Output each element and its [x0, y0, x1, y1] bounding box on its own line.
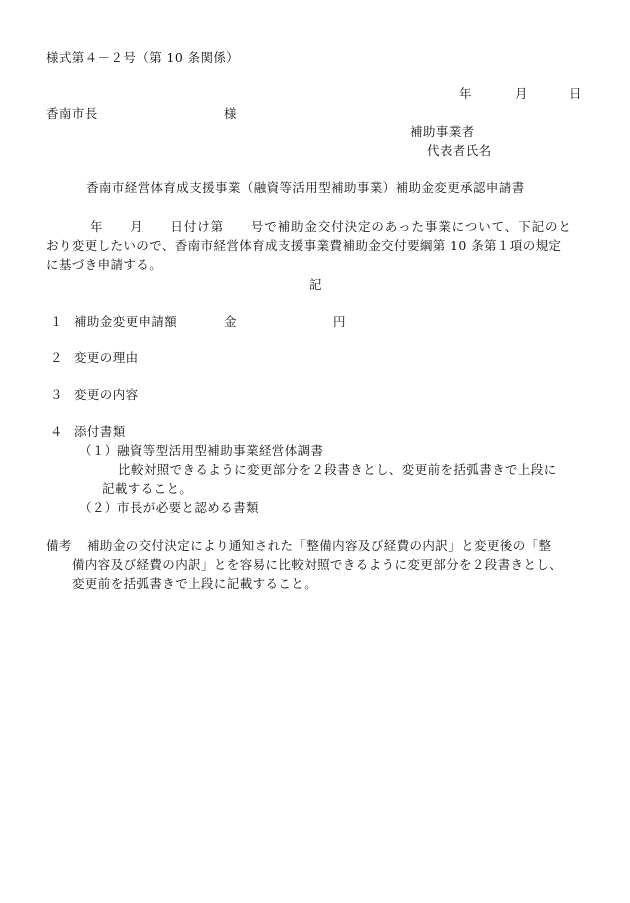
body-line-2: おり変更したいので、香南市経営体育成支援事業費補助金交付要綱第 10 条第１項の規定	[46, 238, 562, 253]
item-4-label: 添付書類	[74, 424, 126, 439]
applicant-representative-label: 代表者氏名	[427, 143, 492, 158]
remarks-line-2: 備内容及び経費の内訳」とを容易に比較対照できるように変更部分を２段書きとし、	[72, 557, 563, 572]
item-4-number: ４	[50, 424, 63, 439]
date-month-label: 月	[515, 86, 528, 101]
applicant-business-label: 補助事業者	[410, 124, 475, 139]
recipient-name: 香南市長	[46, 106, 98, 121]
item-1-amount-prefix: 金	[224, 314, 237, 329]
recipient-honorific: 様	[224, 106, 237, 121]
item-1-number: １	[50, 314, 63, 329]
date-year-label: 年	[459, 86, 472, 101]
attachment-1-note-line-1: 比較対照できるように変更部分を２段書きとし、変更前を括弧書きで上段に	[118, 462, 557, 477]
attachment-2-text: 市長が必要と認める書類	[117, 500, 259, 515]
attachment-1-note-line-2: 記載すること。	[102, 481, 193, 496]
remarks-label: 備考	[46, 538, 72, 553]
item-3-number: ３	[50, 387, 63, 402]
item-3-label: 変更の内容	[74, 387, 139, 402]
attachment-2-number: （２）	[79, 500, 118, 515]
remarks-line-1: 補助金の交付決定により通知された「整備内容及び経費の内訳」と変更後の「整	[87, 538, 552, 553]
attachment-1-number: （１）	[79, 443, 118, 458]
date-day-label: 日	[569, 86, 582, 101]
item-1-label: 補助金変更申請額	[74, 314, 178, 329]
document-title: 香南市経営体育成支援事業（融資等活用型補助事業）補助金変更承認申請書	[86, 180, 525, 195]
remarks-line-3: 変更前を括弧書きで上段に記載すること。	[72, 576, 318, 591]
item-2-label: 変更の理由	[74, 350, 139, 365]
item-1-amount-suffix: 円	[333, 314, 346, 329]
form-number: 様式第４－２号（第 10 条関係）	[46, 50, 240, 65]
body-line-1: 年 月 日付け第 号で補助金交付決定のあった事業について、下記のと	[90, 219, 572, 234]
item-2-number: ２	[50, 350, 63, 365]
body-line-3: に基づき申請する。	[46, 257, 163, 272]
attachment-1-text: 融資等型活用型補助事業経営体調書	[117, 443, 324, 458]
ki-label: 記	[309, 277, 322, 292]
